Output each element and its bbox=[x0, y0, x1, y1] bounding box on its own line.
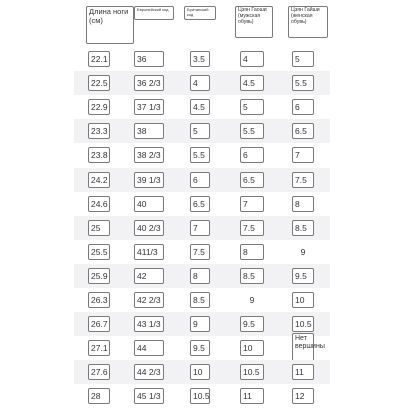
table-cell: 8 bbox=[292, 196, 314, 212]
table-cell: 11 bbox=[240, 388, 264, 404]
table-row bbox=[74, 264, 330, 288]
table-row bbox=[74, 47, 330, 71]
table-cell: 7.5 bbox=[240, 220, 264, 236]
table-cell: 23.3 bbox=[88, 123, 110, 139]
table-cell: 5 bbox=[190, 123, 210, 139]
table-cell: 25.9 bbox=[88, 268, 110, 284]
table-row bbox=[74, 288, 330, 312]
table-row bbox=[74, 71, 330, 95]
table-cell: 27.1 bbox=[88, 340, 110, 356]
table-cell: 7 bbox=[190, 220, 210, 236]
table-cell: 43 1/3 bbox=[134, 316, 164, 332]
table-cell: 37 1/3 bbox=[134, 99, 164, 115]
table-cell: 28 bbox=[88, 388, 110, 404]
table-cell: 3.5 bbox=[190, 51, 210, 67]
table-cell: 5.5 bbox=[240, 123, 264, 139]
table-cell: 6.5 bbox=[190, 196, 210, 212]
table-cell: 6 bbox=[240, 147, 264, 163]
table-cell: 45 1/3 bbox=[134, 388, 164, 404]
table-cell: 8 bbox=[240, 244, 264, 260]
table-cell: 40 bbox=[134, 196, 164, 212]
table-cell: 40 2/3 bbox=[134, 220, 164, 236]
table-cell: 9 bbox=[190, 316, 210, 332]
table-cell: 4 bbox=[190, 75, 210, 91]
table-row bbox=[74, 384, 330, 408]
table-cell: 9.5 bbox=[190, 340, 210, 356]
table-cell: 8 bbox=[190, 268, 210, 284]
table-cell: 22.5 bbox=[88, 75, 110, 91]
table-cell: 22.1 bbox=[88, 51, 110, 67]
table-cell: 4 bbox=[240, 51, 264, 67]
table-cell: 5 bbox=[292, 51, 314, 67]
table-cell: 10.5 bbox=[240, 364, 264, 380]
table-row bbox=[74, 216, 330, 240]
table-row bbox=[74, 360, 330, 384]
table-cell: 7 bbox=[292, 147, 314, 163]
table-cell: 11 bbox=[292, 364, 314, 380]
table-cell: 4.5 bbox=[190, 99, 210, 115]
table-row bbox=[74, 95, 330, 119]
table-cell: 38 2/3 bbox=[134, 147, 164, 163]
table-cell: 25 bbox=[88, 220, 110, 236]
table-cell: 5 bbox=[240, 99, 264, 115]
table-cell: 9 bbox=[300, 246, 306, 257]
table-cell: 8.5 bbox=[240, 268, 264, 284]
table-row bbox=[74, 336, 330, 360]
table-row bbox=[74, 312, 330, 336]
table-cell: 12 bbox=[292, 388, 314, 404]
table-cell: 36 2/3 bbox=[134, 75, 164, 91]
header-foot-length: Длина ноги (см) bbox=[86, 6, 134, 44]
table-cell: 10.5 bbox=[292, 316, 314, 332]
table-cell: 5.5 bbox=[190, 147, 210, 163]
header-women-size: Цзян Гайши (женская обувь) bbox=[288, 6, 328, 38]
table-cell: 39 1/3 bbox=[134, 172, 164, 188]
table-cell: 10 bbox=[240, 340, 264, 356]
table-cell: 23.8 bbox=[88, 147, 110, 163]
header-eu-code: Европейский код bbox=[134, 6, 174, 20]
table-cell: 4.5 bbox=[240, 75, 264, 91]
table-cell: 9.5 bbox=[292, 268, 314, 284]
table-cell: 27.6 bbox=[88, 364, 110, 380]
table-cell: 42 2/3 bbox=[134, 292, 164, 308]
table-cell: 26.3 bbox=[88, 292, 110, 308]
header-uk-code: Британский код bbox=[184, 6, 216, 20]
table-cell: 10 bbox=[190, 364, 210, 380]
table-cell: 9.5 bbox=[240, 316, 264, 332]
table-row bbox=[74, 240, 330, 264]
header-men-size: Цзян Гаоши (мужская обувь) bbox=[235, 6, 273, 38]
table-cell: 8.5 bbox=[292, 220, 314, 236]
table-cell: 25.5 bbox=[88, 244, 110, 260]
table-cell: 6.5 bbox=[240, 172, 264, 188]
table-cell: 411/3 bbox=[134, 244, 164, 260]
table-cell: 9 bbox=[249, 295, 255, 305]
table-row bbox=[74, 168, 330, 192]
table-cell: 36 bbox=[134, 51, 164, 67]
table-cell: 42 bbox=[134, 268, 164, 284]
table-cell: 38 bbox=[134, 123, 164, 139]
table-cell: 26.7 bbox=[88, 316, 110, 332]
table-cell: 10.5 bbox=[190, 388, 210, 404]
table-row bbox=[74, 119, 330, 143]
table-cell: 6.5 bbox=[292, 123, 314, 139]
table-cell: 5.5 bbox=[292, 75, 314, 91]
table-cell: 24.2 bbox=[88, 172, 110, 188]
table-cell: 44 2/3 bbox=[134, 364, 164, 380]
table-cell: 24.6 bbox=[88, 196, 110, 212]
table-cell: Нет вершины bbox=[292, 333, 314, 363]
table-cell: 10 bbox=[292, 292, 314, 308]
table-cell: 6 bbox=[190, 172, 210, 188]
table-cell: 7.5 bbox=[190, 244, 210, 260]
table-cell: 7.5 bbox=[292, 172, 314, 188]
table-cell: 7 bbox=[240, 196, 264, 212]
table-row bbox=[74, 192, 330, 216]
table-cell: 44 bbox=[134, 340, 164, 356]
table-row bbox=[74, 143, 330, 167]
table-cell: 22.9 bbox=[88, 99, 110, 115]
table-cell: 8.5 bbox=[190, 292, 210, 308]
table-cell: 6 bbox=[292, 99, 314, 115]
